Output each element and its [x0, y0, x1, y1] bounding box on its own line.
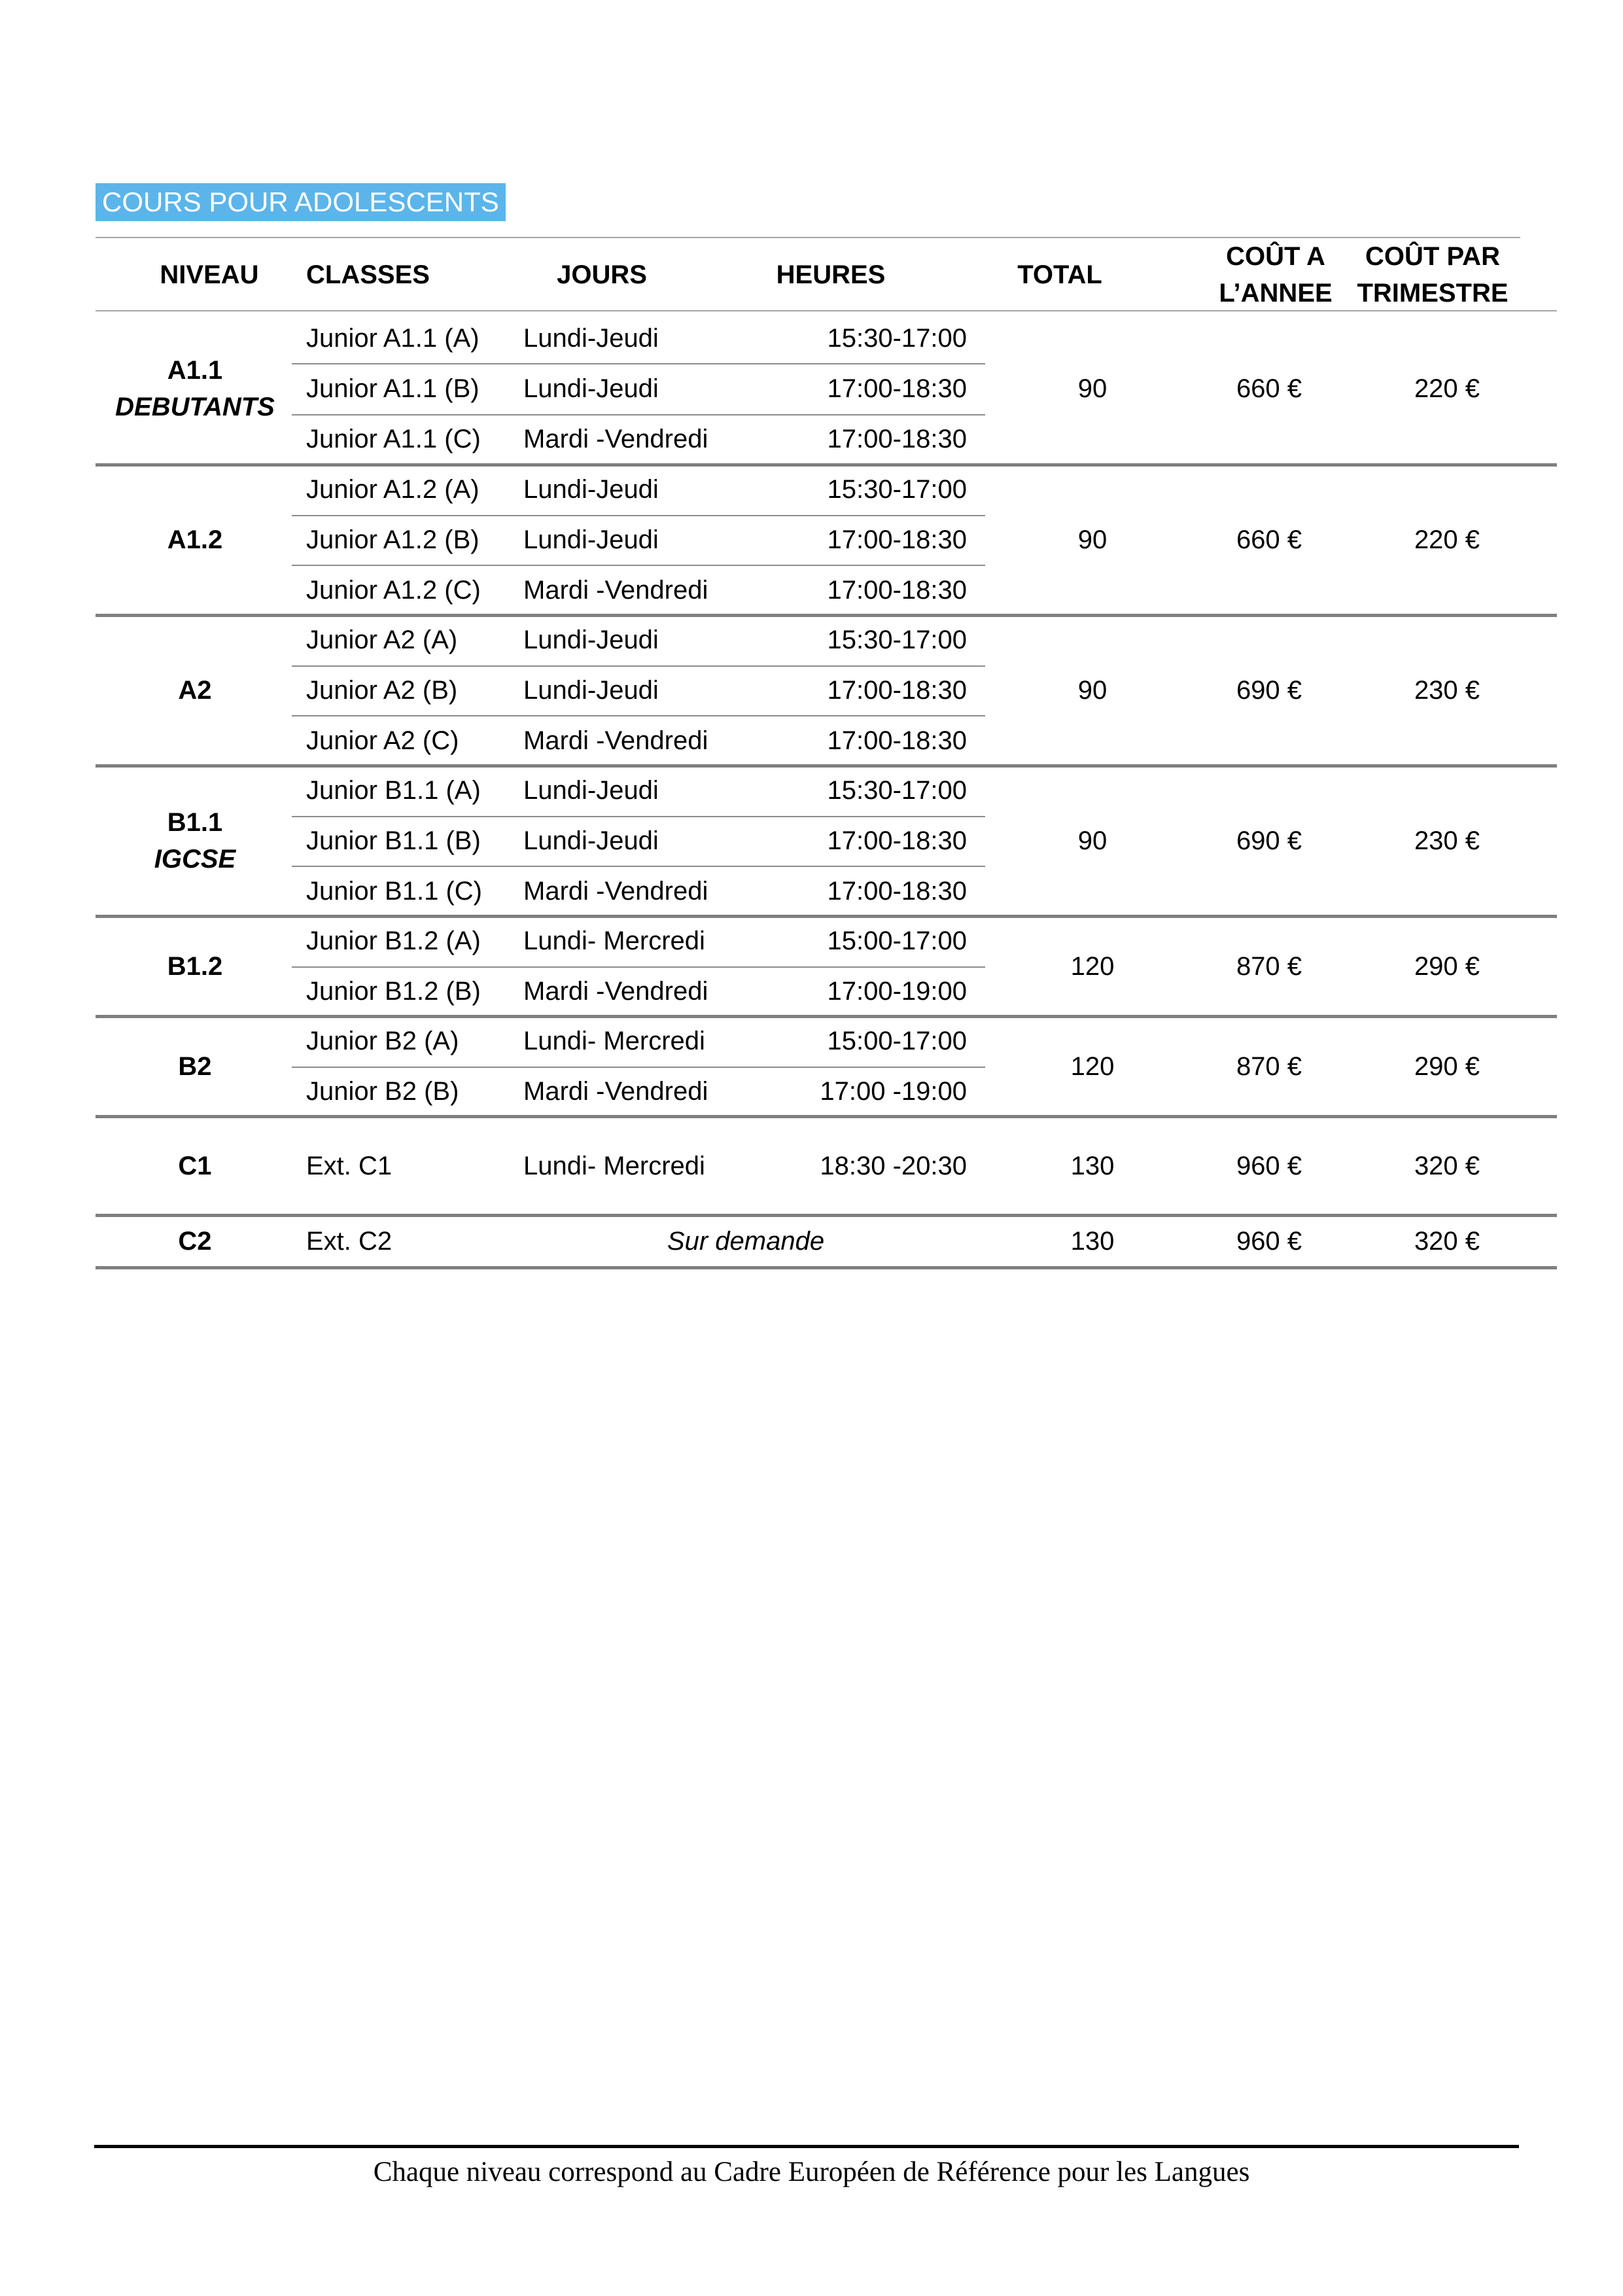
annual-cost: 660 € — [1236, 374, 1302, 403]
hours: 15:00-17:00 — [827, 927, 967, 956]
row-divider — [292, 816, 985, 817]
class-name: Junior A2 (C) — [306, 726, 459, 755]
hours: 17:00-18:30 — [827, 676, 967, 705]
class-name: Junior A1.2 (B) — [306, 525, 480, 554]
hours: 17:00-18:30 — [827, 374, 967, 403]
group-separator — [96, 614, 1557, 617]
class-name: Ext. C1 — [306, 1151, 393, 1180]
total-hours: 90 — [1077, 525, 1108, 554]
days: Lundi-Jeudi — [523, 525, 659, 554]
class-name: Junior A1.1 (B) — [306, 374, 480, 403]
class-name: Ext. C2 — [306, 1227, 393, 1256]
days: Mardi -Vendredi — [523, 726, 708, 755]
class-name: Junior B2 (B) — [306, 1076, 459, 1106]
hours: 17:00-18:30 — [827, 525, 967, 554]
term-cost: 220 € — [1414, 525, 1480, 554]
total-hours: 90 — [1077, 374, 1108, 403]
class-name: Junior B1.1 (A) — [306, 776, 481, 805]
level-cell — [97, 1148, 293, 1184]
class-name: Junior A1.1 (C) — [306, 425, 481, 454]
total-hours: 130 — [1070, 1227, 1115, 1256]
hours: 15:30-17:00 — [827, 475, 967, 504]
annual-cost: 660 € — [1236, 525, 1302, 554]
header-bottom-rule — [96, 310, 1557, 311]
col-header-niveau: NIVEAU — [160, 260, 259, 289]
level-label: B1.1 — [167, 808, 223, 837]
annual-cost: 690 € — [1236, 676, 1302, 705]
row-divider — [292, 665, 985, 667]
col-header-cout-annee-2: L’ANNEE — [1219, 279, 1333, 308]
total-hours: 120 — [1070, 1051, 1115, 1081]
footer-note: Chaque niveau correspond au Cadre Européen de Référence pour les Langues — [373, 2157, 1250, 2187]
level-label: A2 — [178, 676, 212, 705]
level-cell — [97, 1048, 293, 1085]
term-cost: 290 € — [1414, 1051, 1480, 1081]
annual-cost: 960 € — [1236, 1151, 1302, 1180]
level-label: C1 — [178, 1151, 212, 1180]
col-header-heures: HEURES — [776, 260, 886, 289]
level-label: B1.2 — [167, 951, 223, 981]
term-cost: 320 € — [1414, 1227, 1480, 1256]
row-divider — [292, 414, 985, 415]
level-label: C2 — [178, 1227, 212, 1256]
level-cell — [97, 1223, 293, 1260]
col-header-jours: JOURS — [557, 260, 647, 289]
class-name: Junior A1.1 (A) — [306, 323, 480, 353]
term-cost: 290 € — [1414, 951, 1480, 981]
term-cost: 230 € — [1414, 676, 1480, 705]
days: Lundi- Mercredi — [523, 927, 705, 956]
level-label: B2 — [178, 1051, 212, 1081]
days: Lundi-Jeudi — [523, 475, 659, 504]
group-separator — [96, 1015, 1557, 1018]
days: Mardi -Vendredi — [523, 425, 708, 454]
days: Lundi- Mercredi — [523, 1151, 705, 1180]
row-divider — [292, 715, 985, 716]
hours: 15:30-17:00 — [827, 626, 967, 655]
col-header-cout-annee-1: COÛT A — [1226, 242, 1325, 271]
days: Mardi -Vendredi — [523, 1076, 708, 1106]
row-divider — [292, 565, 985, 566]
hours: 17:00-19:00 — [827, 976, 967, 1006]
days: Lundi-Jeudi — [523, 826, 659, 855]
days: Lundi- Mercredi — [523, 1027, 705, 1056]
group-separator — [96, 1115, 1557, 1118]
term-cost: 320 € — [1414, 1151, 1480, 1180]
total-hours: 120 — [1070, 951, 1115, 981]
total-hours: 90 — [1077, 826, 1108, 855]
class-name: Junior B1.2 (A) — [306, 927, 481, 956]
group-separator — [96, 915, 1557, 918]
term-cost: 220 € — [1414, 374, 1480, 403]
level-cell — [97, 521, 293, 558]
row-divider — [292, 1067, 985, 1068]
class-name: Junior A1.2 (C) — [306, 575, 481, 605]
days: Lundi-Jeudi — [523, 374, 659, 403]
hours: 17:00-18:30 — [827, 876, 967, 906]
group-separator — [96, 1214, 1557, 1217]
section-title: COURS POUR ADOLESCENTS — [96, 183, 506, 221]
level-sublabel: IGCSE — [154, 845, 236, 874]
total-hours: 130 — [1070, 1151, 1115, 1180]
class-name: Junior B1.2 (B) — [306, 976, 481, 1006]
hours: 18:30 -20:30 — [820, 1151, 967, 1180]
days: Lundi-Jeudi — [523, 776, 659, 805]
row-divider — [292, 966, 985, 968]
hours: 17:00-18:30 — [827, 726, 967, 755]
row-divider — [292, 363, 985, 364]
annual-cost: 870 € — [1236, 1051, 1302, 1081]
group-separator — [96, 1266, 1557, 1269]
class-name: Junior A2 (B) — [306, 676, 458, 705]
group-separator — [96, 764, 1557, 768]
level-cell — [97, 352, 293, 425]
col-header-cout-trimestre-2: TRIMESTRE — [1357, 279, 1509, 308]
level-label: A1.1 — [167, 356, 223, 385]
row-divider — [292, 515, 985, 516]
level-sublabel: DEBUTANTS — [115, 393, 275, 421]
annual-cost: 870 € — [1236, 951, 1302, 981]
days: Lundi-Jeudi — [523, 626, 659, 655]
hours: 17:00 -19:00 — [820, 1076, 967, 1106]
class-name: Junior B1.1 (B) — [306, 826, 481, 855]
hours: 15:30-17:00 — [827, 323, 967, 353]
hours: 17:00-18:30 — [827, 575, 967, 605]
row-divider — [292, 866, 985, 867]
level-cell — [97, 672, 293, 709]
days: Lundi-Jeudi — [523, 323, 659, 353]
annual-cost: 690 € — [1236, 826, 1302, 855]
total-hours: 90 — [1077, 676, 1108, 705]
annual-cost: 960 € — [1236, 1227, 1302, 1256]
col-header-cout-trimestre-1: COÛT PAR — [1365, 242, 1500, 271]
days: Mardi -Vendredi — [523, 876, 708, 906]
term-cost: 230 € — [1414, 826, 1480, 855]
level-cell — [97, 804, 293, 877]
col-header-classes: CLASSES — [306, 260, 430, 289]
hours: 15:30-17:00 — [827, 776, 967, 805]
class-name: Junior A2 (A) — [306, 626, 458, 655]
days: Mardi -Vendredi — [523, 575, 708, 605]
group-separator — [96, 463, 1557, 467]
hours: 17:00-18:30 — [827, 425, 967, 454]
level-label: A1.2 — [167, 525, 223, 554]
col-header-total: TOTAL — [1017, 260, 1102, 289]
days: Mardi -Vendredi — [523, 976, 708, 1006]
class-name: Junior A1.2 (A) — [306, 475, 480, 504]
level-cell — [97, 948, 293, 985]
days: Sur demande — [667, 1227, 825, 1256]
class-name: Junior B2 (A) — [306, 1027, 459, 1056]
days: Lundi-Jeudi — [523, 676, 659, 705]
footer-rule — [94, 2145, 1519, 2148]
hours: 15:00-17:00 — [827, 1027, 967, 1056]
hours: 17:00-18:30 — [827, 826, 967, 855]
class-name: Junior B1.1 (C) — [306, 876, 482, 906]
